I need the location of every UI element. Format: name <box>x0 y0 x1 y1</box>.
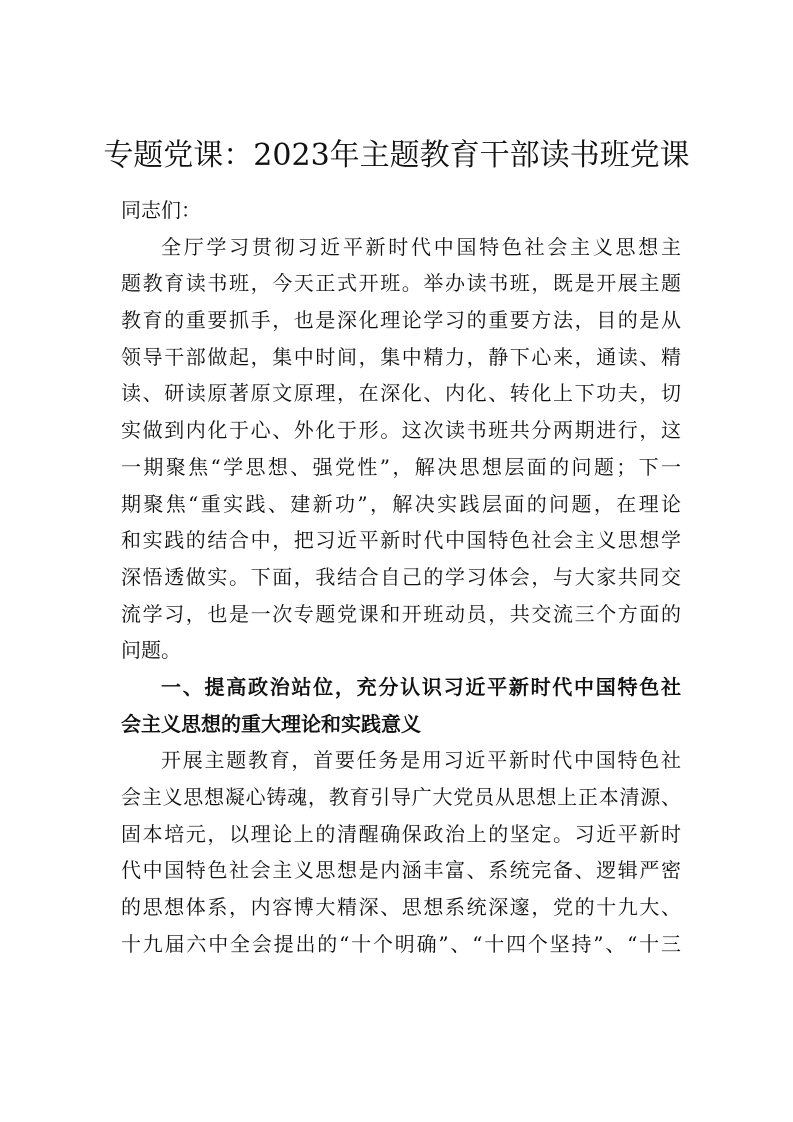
text-line: 十九届六中全会提出的“十个明确”、“十四个坚持”、“十三 <box>121 931 681 956</box>
text-line: 问题。 <box>121 638 181 663</box>
text-line: 会主义思想凝心铸魂，教育引导广大党员从思想上正本清源、 <box>121 785 681 809</box>
text-line: 教育的重要抓手，也是深化理论学习的重要方法，目的是从 <box>121 308 681 333</box>
text-line: 期聚焦“重实践、建新功”，解决实践层面的问题，在理论 <box>121 491 681 516</box>
text-line: 固本培元，以理论上的清醒确保政治上的坚定。习近平新时 <box>121 821 681 846</box>
document-title: 专题党课：2023年主题教育干部读书班党课 <box>103 138 690 173</box>
text-line: 的思想体系，内容博大精深、思想系统深邃，党的十九大、 <box>121 895 681 920</box>
heading-line: 会主义思想的重大理论和实践意义 <box>121 711 421 736</box>
text-line: 一期聚焦“学思想、强党性”，解决思想层面的问题；下一 <box>121 454 681 479</box>
section-1-paragraph <box>121 742 681 962</box>
text-line: 领导干部做起，集中时间，集中精力，静下心来，通读、精 <box>121 344 681 369</box>
greeting: 同志们： <box>121 198 201 222</box>
text-line: 全厅学习贯彻习近平新时代中国特色社会主义思想主 <box>161 234 681 259</box>
text-line: 和实践的结合中，把习近平新时代中国特色社会主义思想学 <box>121 528 681 553</box>
heading-line: 一、提高政治站位，充分认识习近平新时代中国特色社 <box>161 674 681 699</box>
text-line: 深悟透做实。下面，我结合自己的学习体会，与大家共同交 <box>121 564 681 589</box>
section-heading-1 <box>121 669 681 742</box>
text-line: 代中国特色社会主义思想是内涵丰富、系统完备、逻辑严密 <box>121 858 681 883</box>
text-line: 题教育读书班，今天正式开班。举办读书班，既是开展主题 <box>121 271 681 296</box>
text-line: 开展主题教育，首要任务是用习近平新时代中国特色社 <box>161 748 681 773</box>
intro-paragraph <box>121 229 681 669</box>
text-line: 读、研读原著原文原理，在深化、内化、转化上下功夫，切 <box>121 381 681 406</box>
document-body <box>121 192 681 962</box>
text-line: 流学习，也是一次专题党课和开班动员，共交流三个方面的 <box>121 601 681 626</box>
text-line: 实做到内化于心、外化于形。这次读书班共分两期进行，这 <box>121 418 681 443</box>
